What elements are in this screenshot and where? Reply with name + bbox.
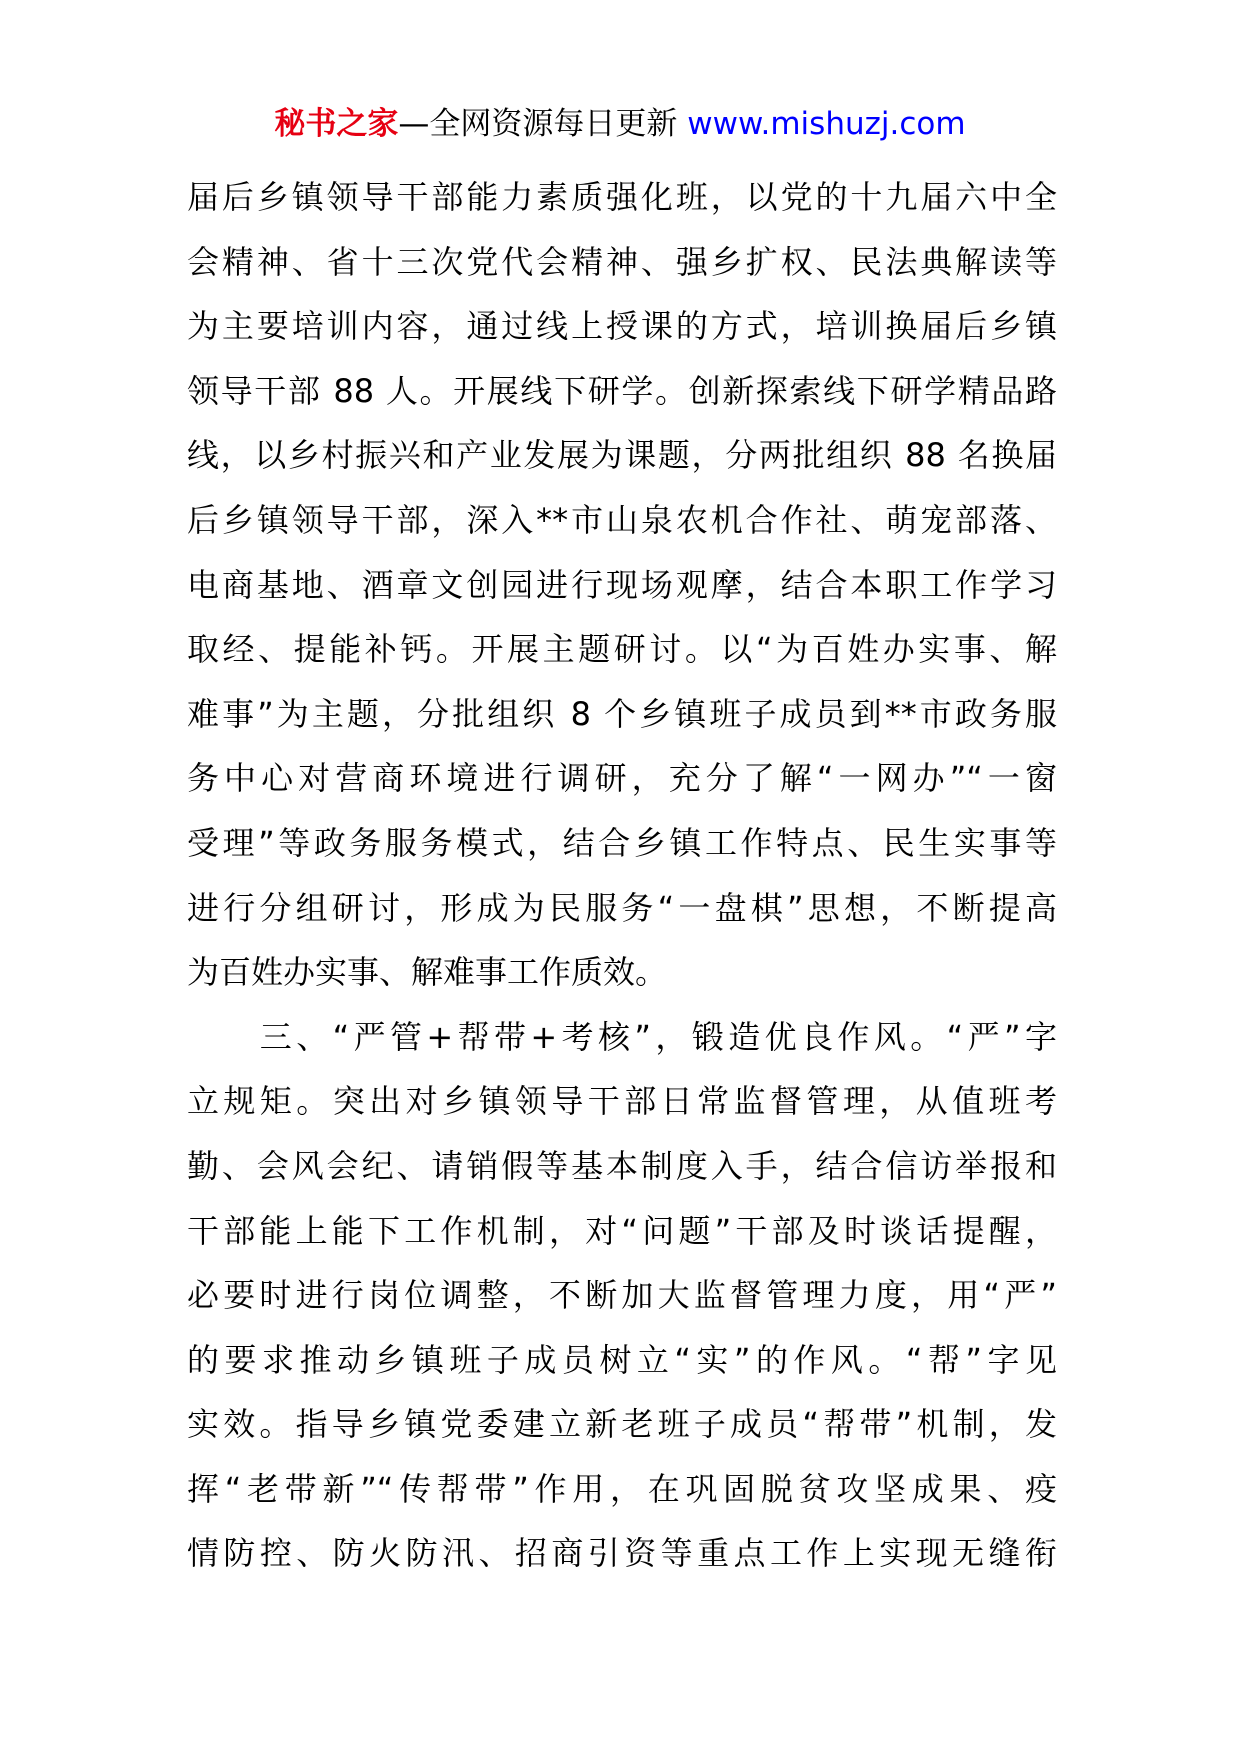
text-line: 难事”为主题，分批组织 8 个乡镇班子成员到**市政务服 — [187, 694, 1057, 733]
text-line: 挥“老带新”“传帮带”作用，在巩固脱贫攻坚成果、疫 — [187, 1469, 1057, 1508]
text-line: 领导干部 88 人。开展线下研学。创新探索线下研学精品路 — [187, 371, 1057, 410]
section-heading-line: 三、“严管+帮带+考核”，锻造优良作风。“严”字 — [187, 1017, 1057, 1056]
document-body — [187, 165, 1057, 1586]
text-line: 实效。指导乡镇党委建立新老班子成员“帮带”机制，发 — [187, 1405, 1057, 1444]
brand-name: 秘书之家 — [274, 106, 399, 142]
text-line: 必要时进行岗位调整，不断加大监督管理力度，用“严” — [187, 1276, 1057, 1315]
text-line: 后乡镇领导干部，深入**市山泉农机合作社、萌宠部落、 — [187, 500, 1057, 539]
text-line: 线，以乡村振兴和产业发展为课题，分两批组织 88 名换届 — [187, 436, 1057, 475]
text-line: 受理”等政务服务模式，结合乡镇工作特点、民生实事等 — [187, 823, 1057, 862]
site-header — [0, 100, 1240, 148]
site-url-link[interactable]: www.mishuzj.com — [687, 106, 966, 142]
text-line: 电商基地、酒章文创园进行现场观摩，结合本职工作学习 — [187, 565, 1057, 604]
text-line: 进行分组研讨，形成为民服务“一盘棋”思想，不断提高 — [187, 888, 1057, 927]
text-line: 的要求推动乡镇班子成员树立“实”的作风。“帮”字见 — [187, 1340, 1057, 1379]
text-line: 立规矩。突出对乡镇领导干部日常监督管理，从值班考 — [187, 1082, 1057, 1121]
header-tagline: —全网资源每日更新 — [398, 106, 678, 142]
text-line: 干部能上能下工作机制，对“问题”干部及时谈话提醒， — [187, 1211, 1057, 1250]
paragraph-end-line: 为百姓办实事、解难事工作质效。 — [187, 953, 668, 992]
text-line: 勤、会风会纪、请销假等基本制度入手，结合信访举报和 — [187, 1146, 1057, 1185]
text-line: 为主要培训内容，通过线上授课的方式，培训换届后乡镇 — [187, 307, 1057, 346]
text-line: 情防控、防火防汛、招商引资等重点工作上实现无缝衔 — [187, 1534, 1057, 1573]
text-line: 取经、提能补钙。开展主题研讨。以“为百姓办实事、解 — [187, 630, 1057, 669]
text-line: 务中心对营商环境进行调研，充分了解“一网办”“一窗 — [187, 759, 1057, 798]
text-line: 会精神、省十三次党代会精神、强乡扩权、民法典解读等 — [187, 242, 1057, 281]
text-line: 届后乡镇领导干部能力素质强化班，以党的十九届六中全 — [187, 178, 1057, 216]
